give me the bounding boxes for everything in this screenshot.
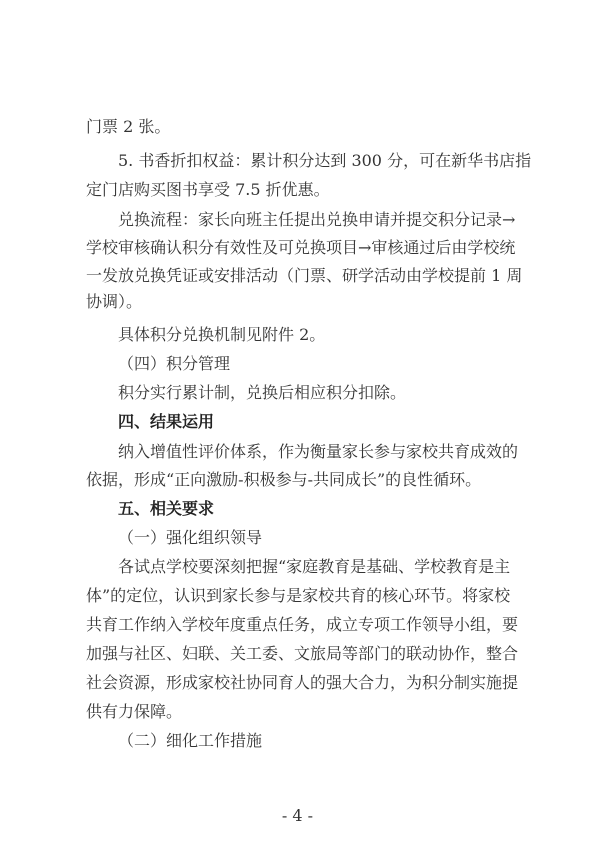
- text-line-18: 共育工作纳入学校年度重点任务，成立专项工作领导小组，要: [86, 615, 519, 634]
- section-heading-4: 四、结果运用: [118, 412, 215, 431]
- text-line-4: 兑换流程：家长向班主任提出兑换申请并提交积分记录→: [118, 210, 516, 229]
- text-line-16: 各试点学校要深刻把握“家庭教育是基础、学校教育是主: [118, 557, 511, 576]
- text-line-10: 积分实行累计制，兑换后相应积分扣除。: [118, 383, 407, 402]
- text-line-13: 依据，形成“正向激励-积极参与-共同成长”的良性循环。: [86, 470, 482, 489]
- text-line-12: 纳入增值性评价体系，作为衡量家长参与家校共育成效的: [118, 442, 519, 461]
- text-line-2: 5. 书香折扣权益：累计积分达到 300 分，可在新华书店指: [118, 151, 532, 170]
- section-heading-5: 五、相关要求: [118, 499, 215, 518]
- text-line-6: 一发放兑换凭证或安排活动（门票、研学活动由学校提前 1 周: [86, 266, 523, 285]
- text-line-3: 定门店购买图书享受 7.5 折优惠。: [86, 180, 330, 199]
- subsection-heading-2: （二）细化工作措施: [118, 731, 263, 750]
- text-line-19: 加强与社区、妇联、关工委、文旅局等部门的联动协作，整合: [86, 644, 519, 663]
- page-number: - 4 -: [281, 806, 314, 825]
- text-line-21: 供有力保障。: [86, 702, 183, 721]
- subsection-heading-1: （一）强化组织领导: [118, 528, 263, 547]
- text-line-7: 协调）。: [86, 292, 143, 311]
- text-line-17: 体”的定位，认识到家长参与是家校共育的核心环节。将家校: [86, 586, 511, 605]
- text-line-1: 门票 2 张。: [86, 117, 171, 136]
- text-line-8: 具体积分兑换机制见附件 2。: [118, 325, 326, 344]
- text-line-5: 学校审核确认积分有效性及可兑换项目→审核通过后由学校统: [86, 238, 516, 257]
- subsection-heading-4: （四）积分管理: [118, 354, 231, 373]
- text-line-20: 社会资源，形成家校社协同育人的强大合力，为积分制实施提: [86, 673, 519, 692]
